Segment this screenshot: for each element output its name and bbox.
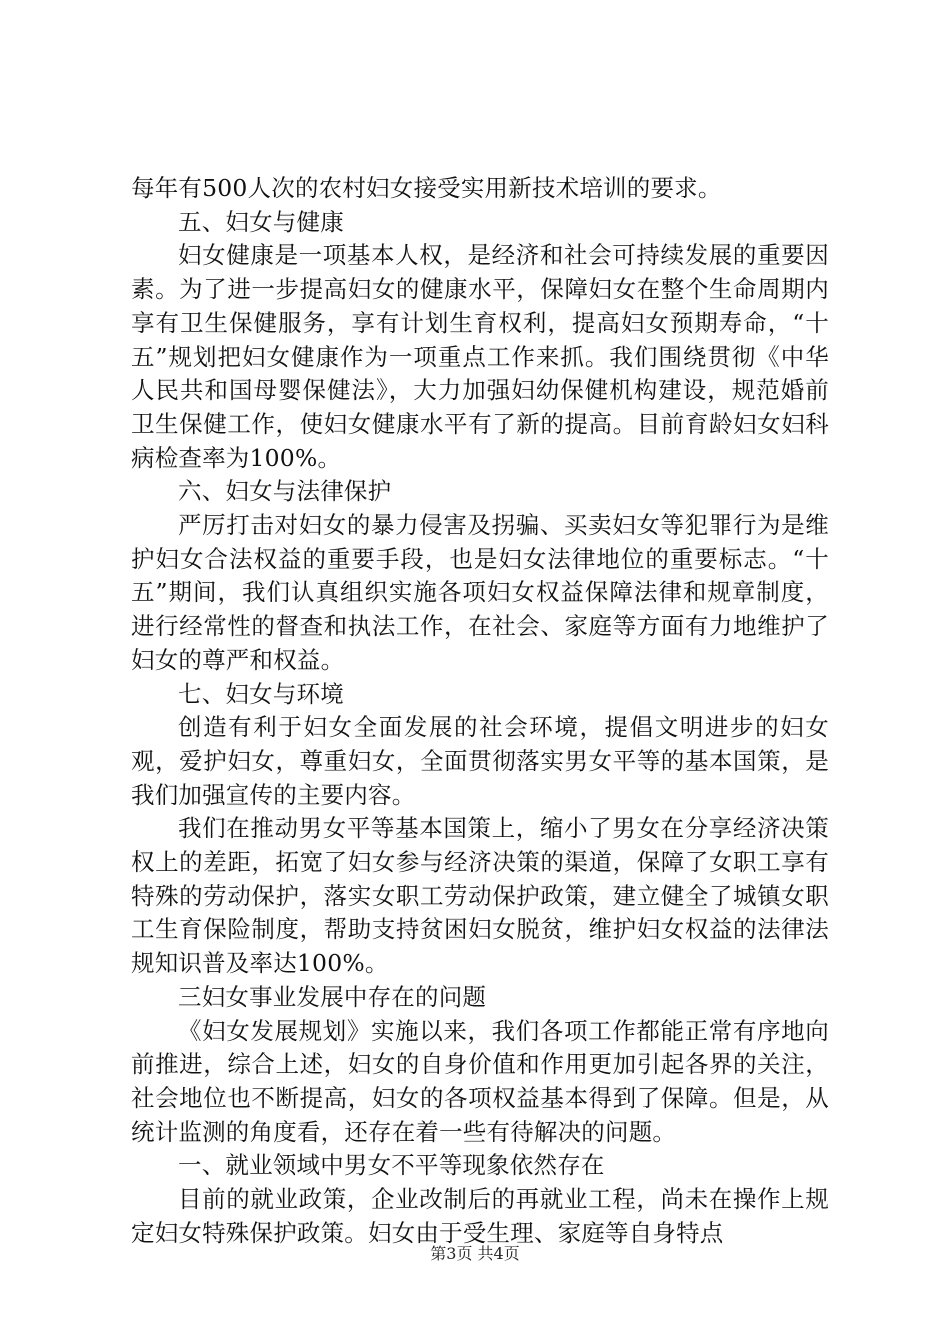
section-heading-employment: 一、就业领域中男女不平等现象依然存在 [178, 1151, 605, 1180]
page-footer: 第3页 共4页 [430, 1244, 520, 1263]
section-heading-legal-protection: 六、妇女与法律保护 [178, 477, 392, 506]
section-heading-health: 五、妇女与健康 [178, 207, 344, 236]
paragraph-equality-policy: 我们在推动男女平等基本国策上，缩小了男女在分享经济决策权上的差距，拓宽了妇女参与经济决策的渠道，保障了女职工享有特殊的劳动保护，落实女职工劳动保护政策，建立健全了城镇女职工生育保险制度，帮助支持贫困妇女脱贫，维护妇女权益的法律法规知识普及率达100%。 [131, 814, 829, 978]
paragraph-continuation: 每年有500人次的农村妇女接受实用新技术培训的要求。 [131, 174, 722, 202]
section-heading-problems: 三妇女事业发展中存在的问题 [178, 982, 487, 1011]
document-body [131, 172, 829, 1251]
section-heading-environment: 七、妇女与环境 [178, 679, 344, 708]
paragraph-environment: 创造有利于妇女全面发展的社会环境，提倡文明进步的妇女观，爱护妇女，尊重妇女，全面贯彻落实男女平等的基本国策，是我们加强宣传的主要内容。 [131, 713, 829, 809]
paragraph-problems: 《妇女发展规划》实施以来，我们各项工作都能正常有序地向前推进，综合上述，妇女的自身价值和作用更加引起各界的关注，社会地位也不断提高，妇女的各项权益基本得到了保障。但是，从统计监测的角度看，还存在着一些有待解决的问题。 [131, 1016, 829, 1146]
paragraph-employment: 目前的就业政策，企业改制后的再就业工程，尚未在操作上规定妇女特殊保护政策。妇女由于受生理、家庭等自身特点 [131, 1185, 829, 1247]
paragraph-health: 妇女健康是一项基本人权，是经济和社会可持续发展的重要因素。为了进一步提高妇女的健康水平，保障妇女在整个生命周期内享有卫生保健服务，享有计划生育权利，提高妇女预期寿命，“十五”规划把妇女健康作为一项重点工作来抓。我们围绕贯彻《中华人民共和国母婴保健法》，大力加强妇幼保健机构建设，规范婚前卫生保健工作，使妇女健康水平有了新的提高。目前育龄妇女妇科病检查率为100%。 [131, 241, 829, 472]
paragraph-legal-protection: 严厉打击对妇女的暴力侵害及拐骗、买卖妇女等犯罪行为是维护妇女合法权益的重要手段，也是妇女法律地位的重要标志。“十五”期间，我们认真组织实施各项妇女权益保障法律和规章制度，进行经常性的督查和执法工作，在社会、家庭等方面有力地维护了妇女的尊严和权益。 [131, 511, 829, 674]
